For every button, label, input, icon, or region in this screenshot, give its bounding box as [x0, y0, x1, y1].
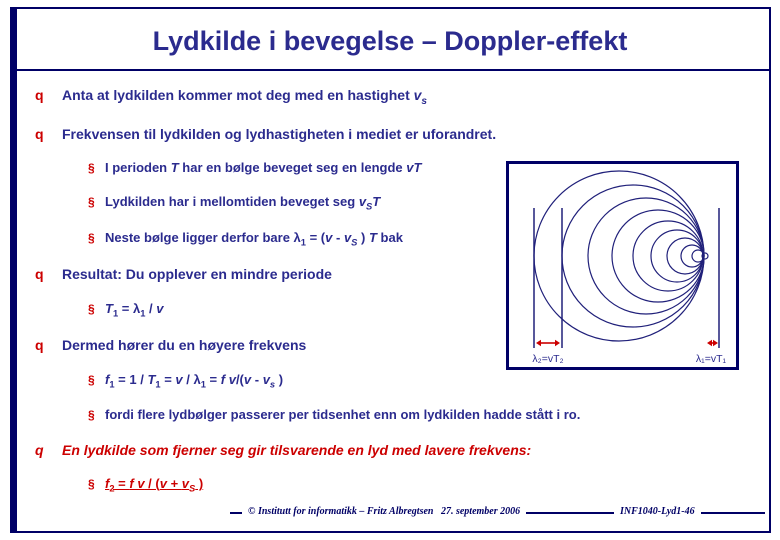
bullet-marker: q [35, 337, 44, 354]
wavefront-circle [612, 210, 704, 302]
bullet-marker: § [88, 372, 95, 387]
footer [0, 505, 780, 521]
bullet-text: $f_2 = f$ $v / (v + v_S$ ) [105, 476, 204, 495]
arrowhead-right-icon [555, 340, 560, 346]
bullet-item [30, 476, 764, 495]
bullet-text: Dermed hører du en høyere frekvens [62, 337, 307, 354]
bullet-text: Lydkilden har i mellomtiden beveget seg $v_ST$ [105, 193, 381, 212]
wavefront-circle [651, 230, 703, 282]
bullet-text: $f_1 = 1 / T_1 = v / \lambda_1 = f$ $v/(v - v_s$ ) [105, 371, 284, 390]
slide-title: Lydkilde i bevegelse – Doppler-effekt [152, 26, 628, 56]
bullet-text: Resultat: Du opplever en mindre periode [62, 266, 332, 283]
footer-credit: © Institutt for informatikk – Fritz Albregtsen 27. september 2006 [242, 506, 526, 517]
bullet-marker: § [88, 230, 95, 245]
bullet-marker: § [88, 408, 95, 423]
bullet-text: En lydkilde som fjerner seg gir tilsvarende en lyd med lavere frekvens: [62, 442, 532, 459]
bullet-text: I perioden T har en bølge beveget seg en lengde vT [105, 160, 422, 176]
wavefront-circle [588, 198, 704, 314]
arrowhead-left-icon [536, 340, 541, 346]
doppler-diagram [506, 161, 739, 370]
wavelength-label: λ₂=vT₂ [532, 353, 564, 365]
bullet-text: Frekvensen til lydkilden og lydhastigheten i mediet er uforandret. [62, 125, 497, 142]
bullet-text: $T_1 = \lambda_1 / v$ [105, 300, 164, 319]
footer-slide-id: INF1040-Lyd1-46 [614, 506, 701, 517]
wavefront-circle [667, 238, 703, 274]
bullet-marker: § [88, 301, 95, 316]
bullet-item [30, 372, 764, 391]
bullet-text: Anta at lydkilden kommer mot deg med en hastighet $v_s$ [62, 87, 428, 107]
bullet-marker: q [35, 442, 44, 459]
bullet-text: Neste bølge ligger derfor bare $\lambda_1 = (v - v_S$ ) T bak [105, 229, 403, 248]
bullet-item [30, 86, 764, 108]
arrowhead-right-icon [713, 340, 718, 346]
doppler-svg [509, 164, 736, 367]
title-rule [14, 69, 769, 71]
bullet-marker: q [35, 87, 44, 103]
bullet-marker: q [35, 125, 44, 142]
bullet-item [30, 125, 764, 143]
arrowhead-left-icon [707, 340, 712, 346]
bullet-marker: § [88, 477, 95, 492]
wavefront-circle [534, 171, 704, 341]
bullet-marker: q [35, 266, 44, 283]
bullet-item [30, 407, 764, 424]
bullet-marker: § [88, 161, 95, 176]
wavelength-label: λ₁=vT₁ [695, 353, 727, 365]
bullet-item [30, 441, 764, 459]
bullet-marker: § [88, 194, 95, 209]
bullet-text: fordi flere lydbølger passerer per tidsenhet enn om lydkilden hadde stått i ro. [105, 407, 581, 423]
